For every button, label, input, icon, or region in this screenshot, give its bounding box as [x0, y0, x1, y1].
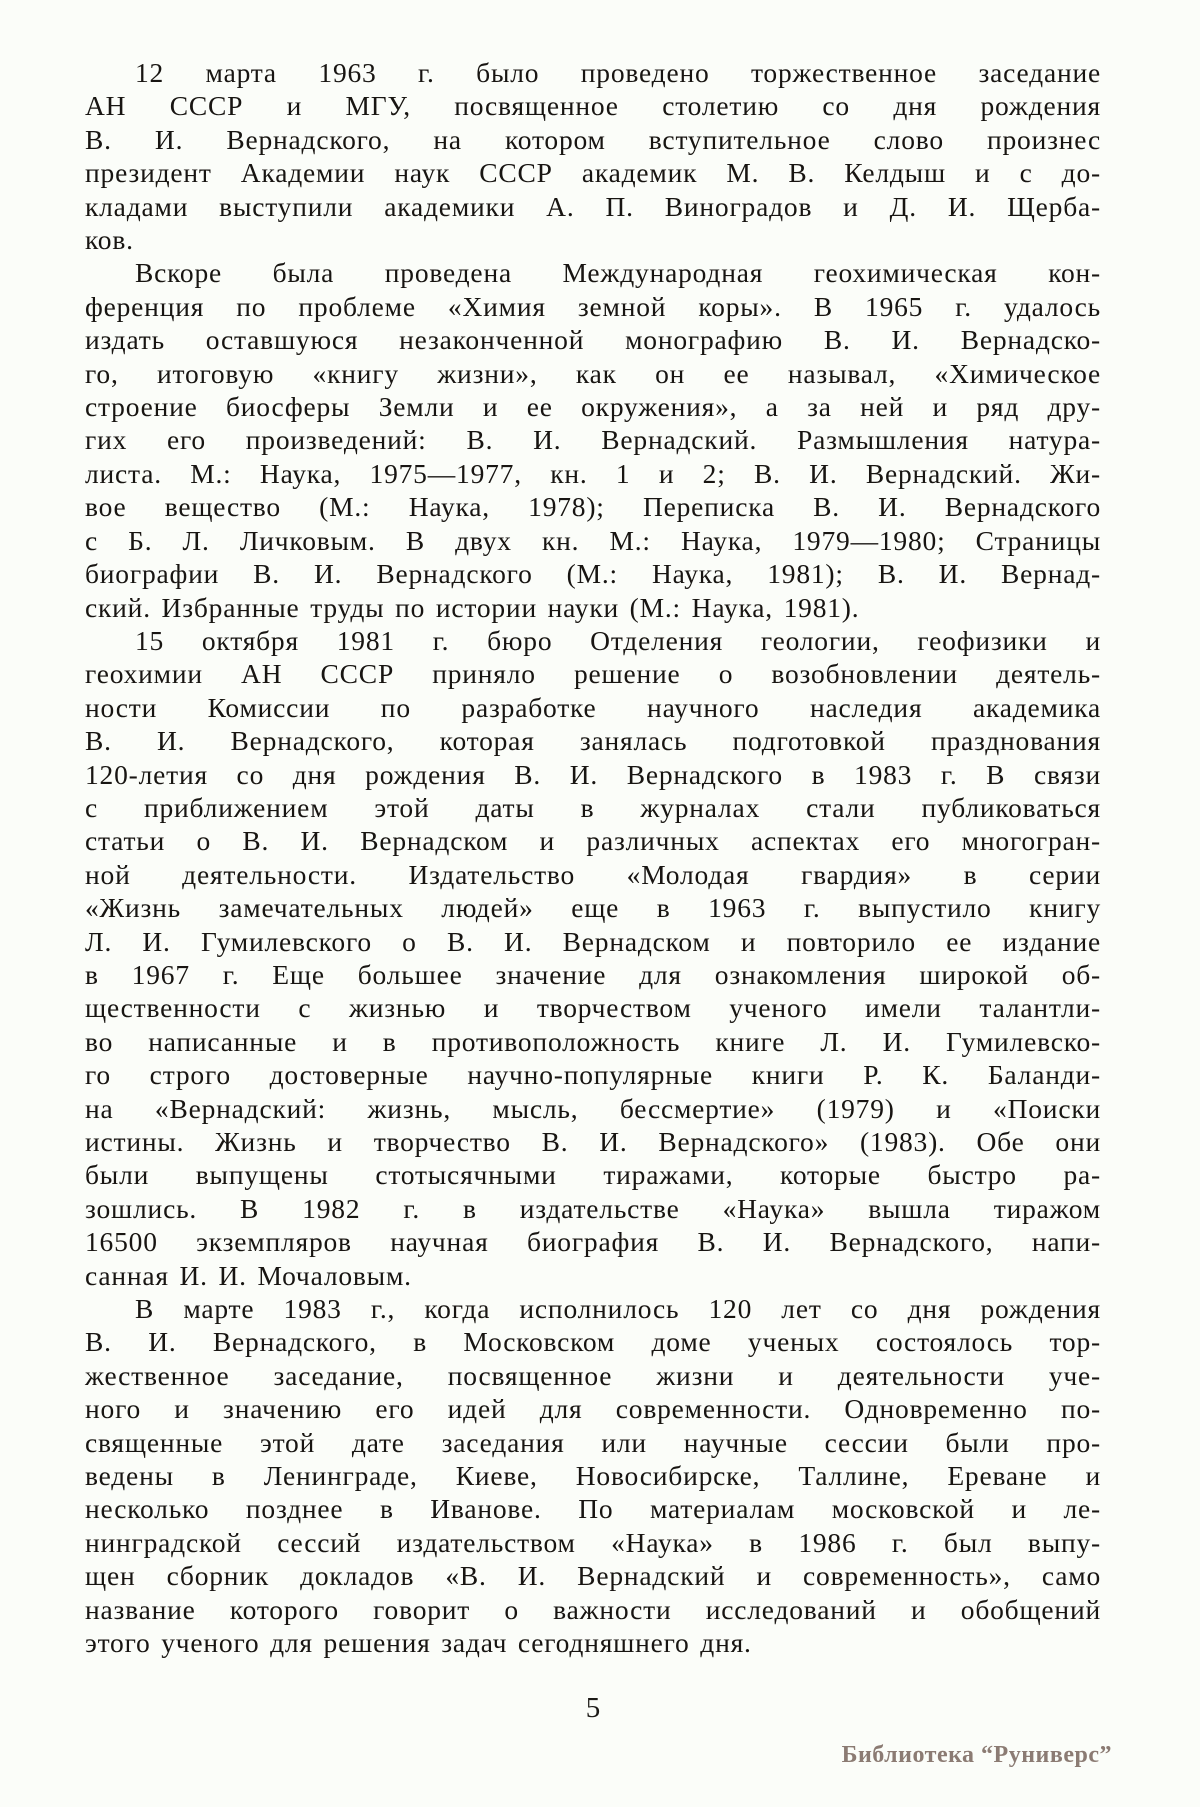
text-line: с Б. Л. Личковым. В двух кн. М.: Наука, 1979—1980; Страницы [85, 524, 1101, 556]
page-number: 5 [585, 1692, 601, 1724]
text-line: ности Комиссии по разработке научного наследия академика [85, 691, 1101, 723]
text-line: президент Академии наук СССР академик М. В. Келдыш и с до- [85, 157, 1101, 189]
text-line: ведены в Ленинграде, Киеве, Новосибирске, Таллине, Ереване и [85, 1460, 1101, 1492]
text-line: го строго достоверные научно-популярные книги Р. К. Баланди- [85, 1059, 1101, 1091]
text-line: истины. Жизнь и творчество В. И. Вернадского» (1983). Обе они [85, 1126, 1101, 1157]
text-line: ков. [85, 224, 134, 256]
text-line: Вскоре была проведена Международная геохимическая кон- [135, 257, 1101, 289]
text-line: АН СССР и МГУ, посвященное столетию со дня рождения [85, 90, 1101, 122]
text-line: ной деятельности. Издательство «Молодая гвардия» в серии [85, 858, 1101, 890]
text-line: В марте 1983 г., когда исполнилось 120 лет со дня рождения [135, 1293, 1101, 1325]
text-line: листа. М.: Наука, 1975—1977, кн. 1 и 2; В. И. Вернадский. Жи- [85, 457, 1101, 489]
text-line: вое вещество (М.: Наука, 1978); Переписка В. И. Вернадского [85, 491, 1101, 523]
library-watermark: Библиотека “Руниверс” [841, 1742, 1112, 1768]
text-line: этого ученого для решения задач сегодняшнего дня. [85, 1627, 752, 1659]
text-line: В. И. Вернадского, на котором вступительное слово произнес [85, 123, 1101, 155]
text-line: священные этой дате заседания или научные сессии были про- [85, 1426, 1101, 1458]
text-line: издать оставшуюся незаконченной монографию В. И. Вернадско- [85, 324, 1101, 356]
text-line: были выпущены стотысячными тиражами, которые быстро ра- [85, 1159, 1101, 1191]
text-line: нинградской сессий издательством «Наука» в 1986 г. был выпу- [85, 1526, 1101, 1558]
text-line: строение биосферы Земли и ее окружения», а за ней и ряд дру- [85, 391, 1101, 423]
text-line: геохимии АН СССР приняло решение о возобновлении деятель- [85, 658, 1101, 690]
text-line: санная И. И. Мочаловым. [85, 1259, 412, 1291]
text-line: ский. Избранные труды по истории науки (М.: Наука, 1981). [85, 591, 860, 623]
text-line: 16500 экземпляров научная биография В. И. Вернадского, напи- [85, 1226, 1101, 1258]
text-line: название которого говорит о важности исследований и обобщений [85, 1593, 1101, 1625]
text-line: в 1967 г. Еще большее значение для ознакомления широкой об- [85, 958, 1101, 990]
text-line: ного и значению его идей для современности. Одновременно по- [85, 1393, 1101, 1425]
text-line: на «Вернадский: жизнь, мысль, бессмертие» (1979) и «Поиски [85, 1092, 1101, 1124]
text-line: биографии В. И. Вернадского (М.: Наука, 1981); В. И. Вернад- [85, 558, 1101, 590]
text-line: с приближением этой даты в журналах стали публиковаться [85, 791, 1101, 823]
text-line: го, итоговую «книгу жизни», как он ее называл, «Химическое [85, 357, 1101, 389]
text-line: щен сборник докладов «В. И. Вернадский и современность», само [85, 1560, 1101, 1592]
text-line: статьи о В. И. Вернадском и различных аспектах его многогран- [85, 825, 1101, 857]
text-line: В. И. Вернадского, в Московском доме ученых состоялось тор- [85, 1326, 1101, 1358]
text-line: «Жизнь замечательных людей» еще в 1963 г. выпустило книгу [85, 892, 1101, 924]
text-line: ференция по проблеме «Химия земной коры». В 1965 г. удалось [85, 290, 1101, 322]
text-line: зошлись. В 1982 г. в издательстве «Наука» вышла тиражом [85, 1192, 1101, 1224]
text-line: 12 марта 1963 г. было проведено торжественное заседание [135, 57, 1101, 88]
text-line: во написанные и в противоположность книге Л. И. Гумилевско- [85, 1025, 1101, 1057]
text-line: 15 октября 1981 г. бюро Отделения геологии, геофизики и [135, 624, 1101, 656]
text-line: щественности с жизнью и творчеством ученого имели талантли- [85, 992, 1101, 1024]
text-line: Л. И. Гумилевского о В. И. Вернадском и повторило ее издание [85, 925, 1101, 957]
text-line: кладами выступили академики А. П. Виноградов и Д. И. Щерба- [85, 190, 1101, 222]
text-line: несколько позднее в Иванове. По материалам московской и ле- [85, 1493, 1101, 1525]
text-line: 120-летия со дня рождения В. И. Вернадского в 1983 г. В связи [85, 758, 1101, 790]
text-line: жественное заседание, посвященное жизни и деятельности уче- [85, 1359, 1101, 1391]
text-line: В. И. Вернадского, которая занялась подготовкой празднования [85, 725, 1101, 757]
body-text [85, 56, 1101, 1660]
text-line: гих его произведений: В. И. Вернадский. Размышления натура- [85, 424, 1101, 456]
